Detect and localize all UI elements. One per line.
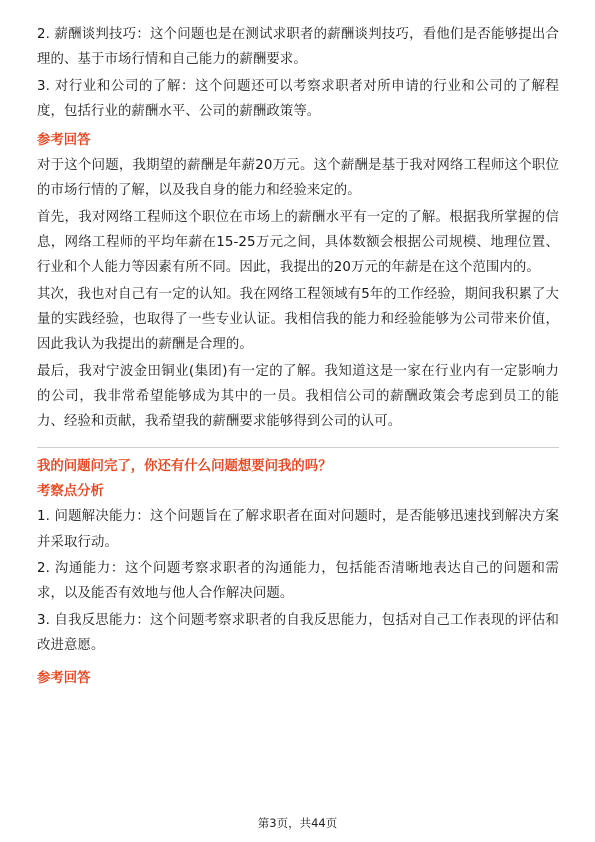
question-heading: 我的问题问完了，你还有什么问题想要问我的吗？ xyxy=(37,459,332,475)
answer-paragraph-second: 其次，我也对自己有一定的认知。我在网络工程领域有5年的工作经验，期间我积累了大量的实践经验，也取得了一些专业认证。我相信我的能力和经验能够为公司带来价值，因此我认为我提出的薪酬是合理的。 xyxy=(37,286,559,353)
problem-solving-item: 1. 问题解决能力：这个问题旨在了解求职者在面对问题时，是否能够迅速找到解决方案并采取行动。 xyxy=(37,509,559,550)
communication-item: 2. 沟通能力：这个问题考察求职者的沟通能力，包括能否清晰地表达自己的问题和需求，以及能否有效地与他人合作解决问题。 xyxy=(37,561,559,602)
answer-paragraph-intro: 对于这个问题，我期望的薪酬是年薪20万元。这个薪酬是基于我对网络工程师这个职位的市场行情的了解，以及我自身的能力和经验来定的。 xyxy=(37,158,559,199)
analysis-heading: 考察点分析 xyxy=(37,484,104,500)
self-reflection-item: 3. 自我反思能力：这个问题考察求职者的自我反思能力，包括对自己工作表现的评估和改进意愿。 xyxy=(37,612,559,653)
salary-negotiation-item: 2. 薪酬谈判技巧：这个问题也是在测试求职者的薪酬谈判技巧，看他们是否能够提出合理的、基于市场行情和自己能力的薪酬要求。 xyxy=(37,27,559,68)
answer-paragraph-first: 首先，我对网络工程师这个职位在市场上的薪酬水平有一定的了解。根据我所掌握的信息，网络工程师的平均年薪在15-25万元之间，具体数额会根据公司规模、地理位置、行业和个人能力等因素有所不同。因此，我提出的20万元的年薪是在这个范围内的。 xyxy=(37,209,559,276)
reference-answer-heading: 参考回答 xyxy=(37,133,91,149)
industry-knowledge-item: 3. 对行业和公司的了解：这个问题还可以考察求职者对所申请的行业和公司的了解程度，包括行业的薪酬水平、公司的薪酬政策等。 xyxy=(37,78,559,119)
reference-answer-heading-2: 参考回答 xyxy=(37,671,91,687)
page-number: 第3页，共44页 xyxy=(257,816,338,830)
answer-paragraph-last: 最后，我对宁波金田铜业(集团)有一定的了解。我知道这是一家在行业内有一定影响力的公司，我非常希望能够成为其中的一员。我相信公司的薪酬政策会考虑到员工的能力、经验和贡献，我希望我的薪酬要求能够得到公司的认可。 xyxy=(37,363,559,430)
section-divider xyxy=(37,447,559,448)
page-content xyxy=(37,22,559,691)
